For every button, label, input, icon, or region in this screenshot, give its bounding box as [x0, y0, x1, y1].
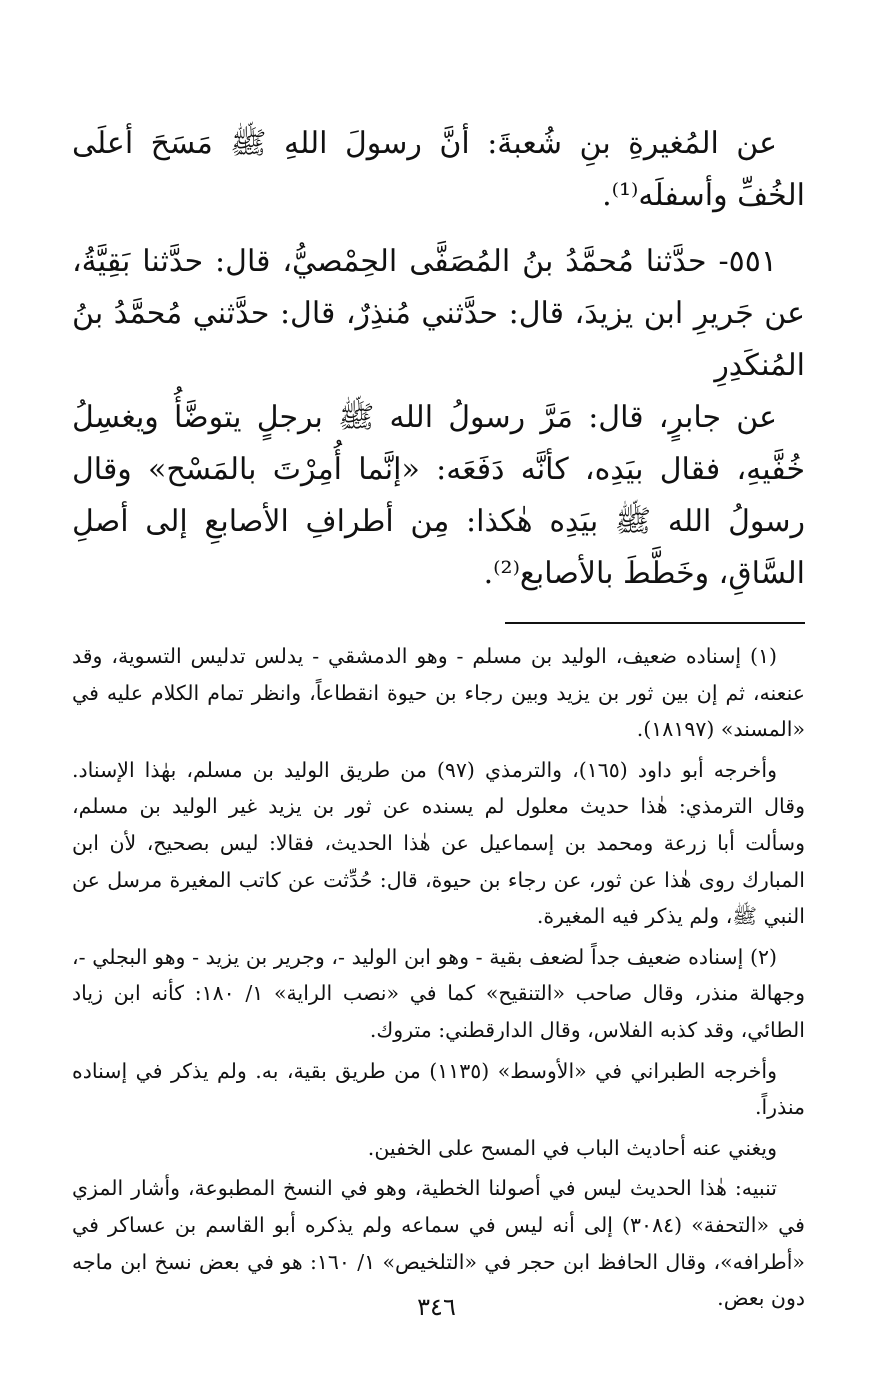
hadith-text-section — [72, 118, 805, 222]
footnote-2: (٢) إسناده ضعيف جداً لضعف بقية - وهو ابن الوليد -، وجرير بن يزيد - وهو البجلي -، وجهالة منذر، وقال صاحب «التنقيح» كما في «نصب الراية» ١/ ١٨٠: كأنه ابن زياد الطائي، وقد كذبه الفلاس، وقال الدارقطني: متروك. — [72, 944, 805, 1042]
footnotes-section — [72, 638, 805, 1317]
hadith-paragraph-3: عن جابرٍ، قال: مَرَّ رسولُ الله ﷺ برجلٍ يتوضَّأُ ويغسِلُ خُفَّيهِ، فقال بيَدِه، كأنَّه دَفَعَه: «إنَّما أُمِرْتَ بالمَسْح» وقال رسولُ الله ﷺ بيَدِه هٰكذا: مِن أطرافِ الأصابعِ إلى أصلِ السَّاقِ، وخَطَّطَ بالأصابع⁽²⁾. — [72, 400, 805, 591]
page-body — [72, 118, 805, 1317]
hadith-551-section — [72, 236, 805, 600]
hadith-paragraph-1: عن المُغيرةِ بنِ شُعبةَ: أنَّ رسولَ اللهِ ﷺ مَسَحَ أعلَى الخُفِّ وأسفلَه⁽¹⁾. — [72, 126, 805, 213]
footnote-2-note: ويغني عنه أحاديث الباب في المسح على الخفين. — [367, 1135, 777, 1160]
page-number: ٣٤٦ — [417, 1293, 456, 1321]
footnote-1-continued: وأخرجه أبو داود (١٦٥)، والترمذي (٩٧) من طريق الوليد بن مسلم، بهٰذا الإسناد. وقال الترمذي: هٰذا حديث معلول لم يسنده عن ثور بن يزيد غير الوليد بن مسلم، وسألت أبا زرعة ومحمد بن إسماعيل عن هٰذا الحديث، فقالا: ليس بصحيح، لأن ابن المبارك روى هٰذا عن ثور، عن رجاء بن حيوة، قال: حُدِّثت عن كاتب المغيرة مرسل عن النبي ﷺ، ولم يذكر فيه المغيرة. — [72, 757, 805, 929]
footnote-1: (١) إسناده ضعيف، الوليد بن مسلم - وهو الدمشقي - يدلس تدليس التسوية، وقد عنعنه، ثم إن بين ثور بن يزيد وبين رجاء بن حيوة انقطاعاً، وانظر تمام الكلام عليه في «المسند» (١٨١٩٧). — [72, 644, 805, 742]
footnote-2-continued: وأخرجه الطبراني في «الأوسط» (١١٣٥) من طريق بقية، به. ولم يذكر في إسناده منذراً. — [72, 1058, 805, 1120]
hadith-paragraph-2: ٥٥١- حدَّثنا مُحمَّدُ بنُ المُصَفَّى الحِمْصيُّ، قال: حدَّثنا بَقِيَّةُ، عن جَريرِ ابن يزيدَ، قال: حدَّثني مُنذِرٌ، قال: حدَّثني مُحمَّدُ بنُ المُنكَدِرِ — [72, 244, 805, 383]
footnote-divider — [505, 622, 805, 624]
footnote-caution: تنبيه: هٰذا الحديث ليس في أصولنا الخطية، وهو في النسخ المطبوعة، وأشار المزي في «التحفة» (٣٠٨٤) إلى أنه ليس في سماعه ولم يذكره أبو القاسم بن عساكر في «أطرافه»، وقال الحافظ ابن حجر في «التلخيص» ١/ ١٦٠: هو في بعض نسخ ابن ماجه دون بعض. — [72, 1176, 805, 1311]
